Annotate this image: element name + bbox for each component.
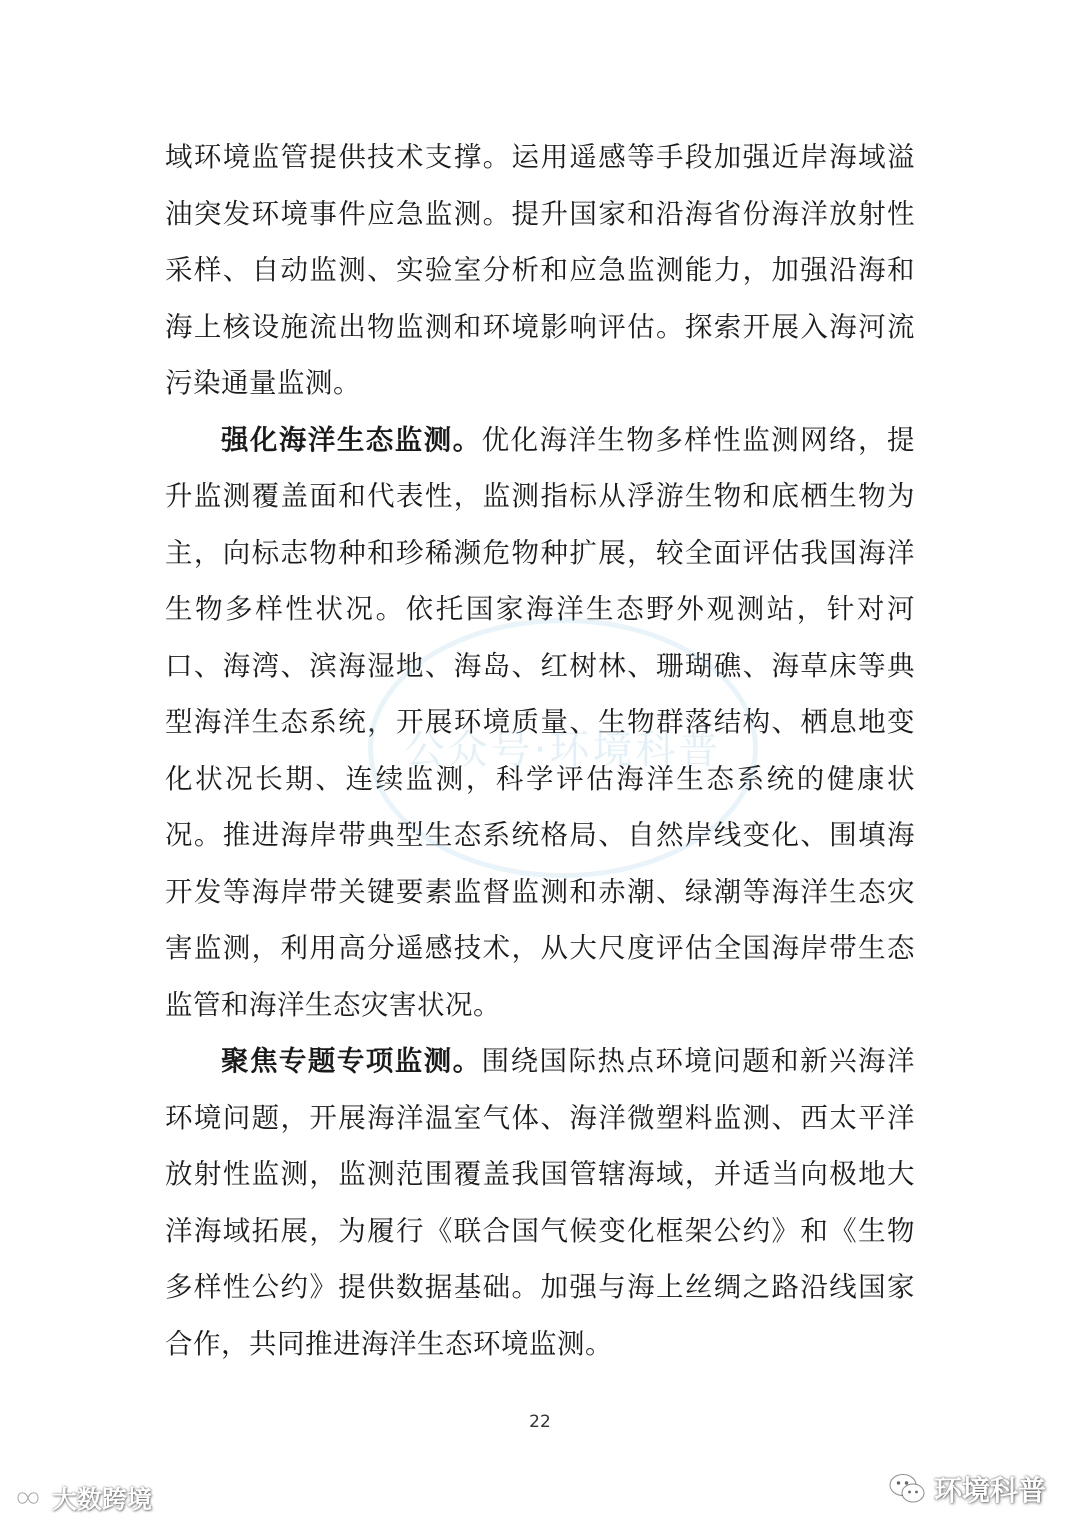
document-body [165,129,915,1372]
paragraph-2-text: 优化海洋生物多样性监测网络，提升监测覆盖面和代表性，监测指标从浮游生物和底栖生物为主，向标志物种和珍稀濒危物种扩展，较全面评估我国海洋生物多样性状况。依托国家海洋生态野外观测站，针对河口、海湾、滨海湿地、海岛、红树林、珊瑚礁、海草床等典型海洋生态系统，开展环境质量、生物群落结构、栖息地变化状况长期、连续监测，科学评估海洋生态系统的健康状况。推进海岸带典型生态系统格局、自然岸线变化、围填海开发等海岸带关键要素监督监测和赤潮、绿潮等海洋生态灾害监测，利用高分遥感技术，从大尺度评估全国海岸带生态监管和海洋生态灾害状况。 [165,423,915,1021]
watermark-text: 公众号·环境科普 [404,727,722,773]
paragraph-2-heading: 强化海洋生态监测。 [221,423,482,456]
paragraph-3-text: 围绕国际热点环境问题和新兴海洋环境问题，开展海洋温室气体、海洋微塑料监测、西太平洋放射性监测，监测范围覆盖我国管辖海域，并适当向极地大洋海域拓展，为履行《联合国气候变化框架公约》和《生物多样性公约》提供数据基础。加强与海上丝绸之路沿线国家合作，共同推进海洋生态环境监测。 [165,1045,915,1360]
brand-left-text: 大数跨境 [52,1485,153,1514]
paragraph-1-text: 域环境监管提供技术支撑。运用遥感等手段加强近岸海域溢油突发环境事件应急监测。提升国家和沿海省份海洋放射性采样、自动监测、实验室分析和应急监测能力，加强沿海和海上核设施流出物监测和环境影响评估。探索开展入海河流污染通量监测。 [165,141,915,399]
brand-watermark-right [888,1466,1046,1512]
brand-watermark-left [8,1476,152,1520]
paragraph-1 [165,129,915,412]
brand-right-text: 环境科普 [933,1474,1046,1507]
page-number: 22 [529,1412,551,1432]
paragraph-2 [165,412,915,1034]
paragraph-3-heading: 聚焦专题专项监测。 [221,1045,482,1077]
infinity-logo-icon [8,1486,48,1510]
paragraph-3 [165,1033,915,1372]
wechat-icon [888,1472,926,1506]
